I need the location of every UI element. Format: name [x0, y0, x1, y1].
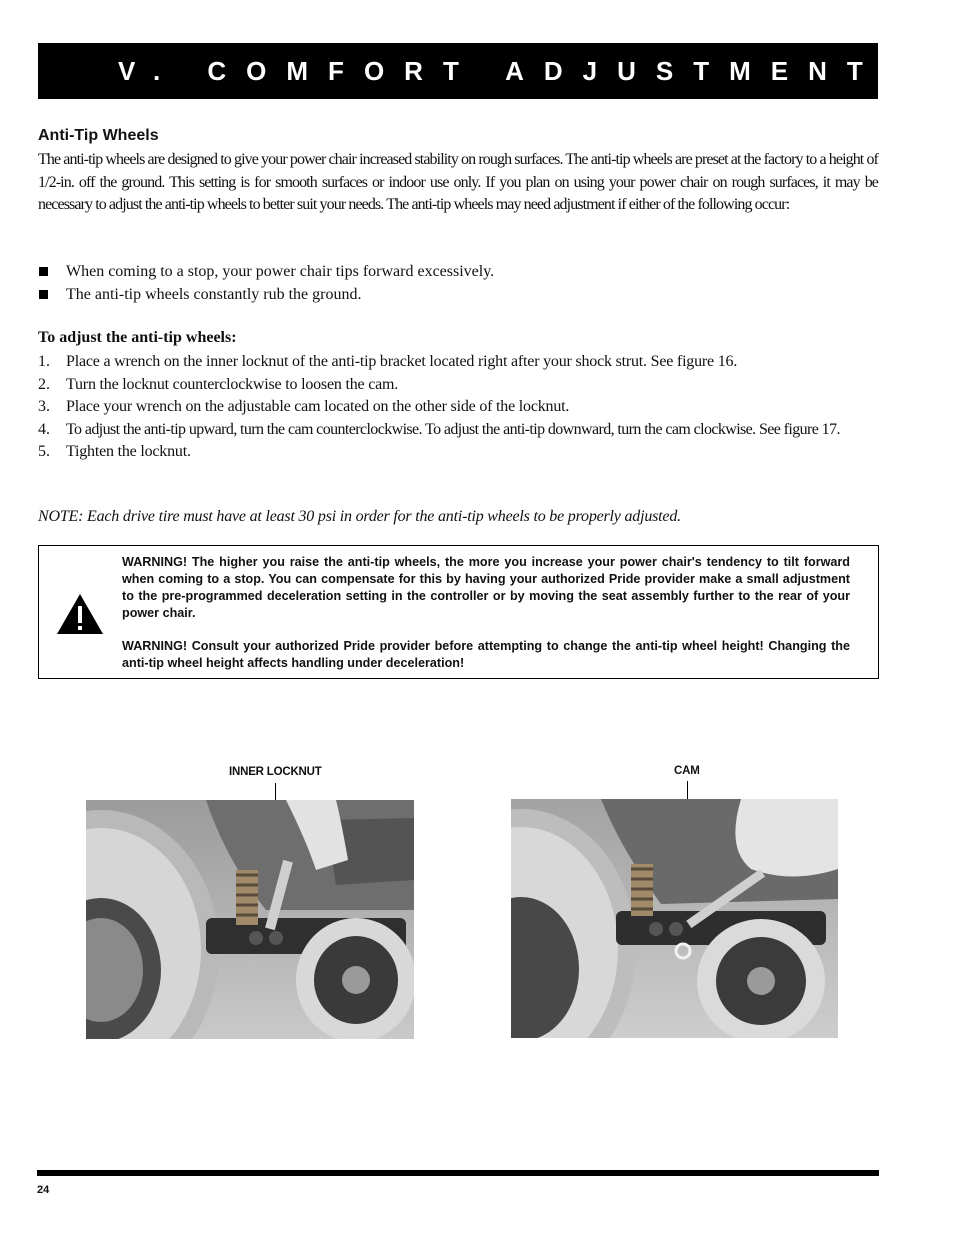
list-item [38, 260, 878, 283]
step-text: Place a wrench on the inner locknut of the anti-tip bracket located right after your shock strut. See figure 16. [66, 353, 738, 370]
figure-16-label: INNER LOCKNUT [229, 766, 322, 778]
warning-paragraph: WARNING! Consult your authorized Pride provider before attempting to change the anti-tip wheel height! Changing the anti-tip wheel height affects handling under deceleration! [122, 639, 850, 670]
procedure-heading: To adjust the anti-tip wheels: [38, 329, 237, 346]
figure-16-photo [86, 800, 414, 1039]
step-text: To adjust the anti-tip upward, turn the cam counterclockwise. To adjust the anti-tip downward, turn the cam clockwise. See figure 17. [66, 420, 840, 438]
step-item [38, 396, 878, 419]
list-item [38, 283, 878, 306]
condition-list [38, 260, 878, 306]
step-number: 2. [38, 375, 50, 393]
step-item [38, 351, 878, 374]
chapter-title: V. COMFORT ADJUSTMENTS [118, 56, 921, 86]
note-text: NOTE: Each drive tire must have at least 30 psi in order for the anti-tip wheels to be properly adjusted. [38, 508, 681, 525]
warning-box [38, 545, 879, 679]
warning-text [122, 554, 850, 672]
step-text: Tighten the locknut. [66, 443, 191, 460]
footer-rule [37, 1170, 879, 1176]
warning-paragraph: WARNING! The higher you raise the anti-tip wheels, the more you increase your power chair's tendency to tilt forward when coming to a stop. You can compensate for this by having your authorized Pride provider make a small adjustment to the pre-programmed deceleration setting in the controller or by moving the seat assembly further to the rear of your power chair. [122, 555, 850, 620]
power-chair-cam-wrench-image [511, 799, 838, 1038]
list-item-text: When coming to a stop, your power chair tips forward excessively. [66, 263, 495, 280]
power-chair-wheel-wrench-image [86, 800, 414, 1039]
step-item [38, 374, 878, 397]
step-item [38, 441, 878, 464]
exclamation-triangle-icon [56, 593, 104, 635]
step-number: 4. [38, 420, 50, 438]
step-text: Place your wrench on the adjustable cam located on the other side of the locknut. [66, 398, 570, 415]
step-number: 3. [38, 398, 50, 415]
step-number: 1. [38, 353, 50, 370]
square-bullet-icon [39, 267, 48, 276]
figure-17-photo [511, 799, 838, 1038]
intro-paragraph: The anti-tip wheels are designed to give your power chair increased stability on rough surfaces. The anti-tip wheels are preset at the factory to a height of 1/2-in. off the ground. This setting is for smooth surfaces or indoor use only. If you plan on using your power chair on rough surfaces, it may be necessary to adjust the anti-tip wheels to better suit your needs. The anti-tip wheels may need adjustment if either of the following occur: [38, 151, 878, 213]
procedure-steps [38, 351, 878, 464]
square-bullet-icon [39, 290, 48, 299]
step-item [38, 419, 878, 442]
section-heading: Anti-Tip Wheels [38, 127, 159, 144]
chapter-header [38, 43, 921, 99]
step-text: Turn the locknut counterclockwise to loosen the cam. [66, 375, 399, 393]
page-number: 24 [37, 1184, 50, 1196]
figure-17-label: CAM [674, 765, 700, 777]
list-item-text: The anti-tip wheels constantly rub the ground. [66, 286, 362, 303]
step-number: 5. [38, 443, 50, 460]
